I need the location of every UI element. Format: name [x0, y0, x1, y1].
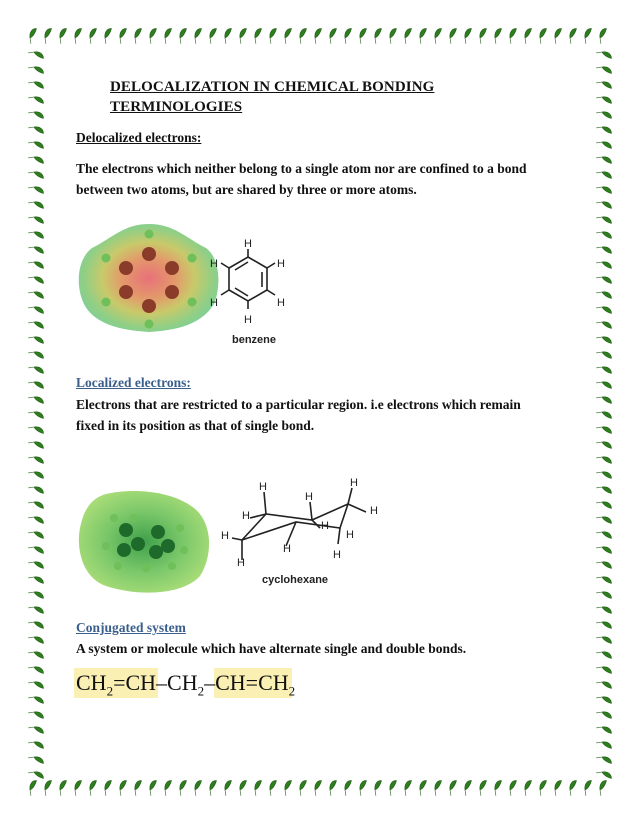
formula-sub-3: 2 [288, 683, 296, 699]
formula-sub-1: 2 [106, 683, 114, 699]
benzene-h-bottom: H [244, 314, 252, 326]
cyclohexane-h-11: H [237, 557, 245, 569]
title-line-1: DELOCALIZATION IN CHEMICAL BONDING [110, 79, 435, 95]
benzene-structure-diagram [205, 235, 300, 330]
formula-part-3: –CH [156, 670, 198, 695]
cyclohexane-h-4: H [242, 510, 250, 522]
conjugated-definition: A system or molecule which have alternate single and double bonds. [76, 641, 467, 656]
benzene-h-top: H [244, 238, 252, 250]
delocalized-heading: Delocalized electrons: [76, 130, 202, 145]
formula-part-1: CH [76, 670, 107, 695]
conjugated-heading: Conjugated system [76, 620, 186, 635]
butadiene-formula [76, 668, 295, 706]
localized-definition: Electrons that are restricted to a particular region. i.e electrons which remain fixed in its position as that of single bond. [76, 397, 521, 433]
cyclohexane-h-3: H [305, 491, 313, 503]
benzene-electron-density-map [74, 220, 224, 335]
cyclohexane-h-9: H [283, 543, 291, 555]
benzene-h-upper-left: H [210, 258, 218, 270]
cyclohexane-caption: cyclohexane [262, 574, 329, 586]
cyclohexane-electron-density-map [76, 488, 216, 598]
localized-heading: Localized electrons: [76, 375, 191, 390]
title-line-2: TERMINOLOGIES [110, 99, 243, 115]
benzene-h-lower-left: H [210, 297, 218, 309]
benzene-caption: benzene [232, 334, 277, 346]
cyclohexane-h-7: H [221, 530, 229, 542]
cyclohexane-h-6: H [321, 520, 329, 532]
cyclohexane-h-2: H [350, 477, 358, 489]
cyclohexane-h-10: H [333, 549, 341, 561]
formula-part-4: –CH=CH [204, 670, 289, 695]
formula-sub-2: 2 [197, 683, 205, 699]
cyclohexane-h-5: H [370, 505, 378, 517]
benzene-h-lower-right: H [277, 297, 285, 309]
cyclohexane-h-1: H [259, 481, 267, 493]
cyclohexane-h-8: H [346, 529, 354, 541]
formula-part-2: =CH [113, 670, 157, 695]
delocalized-definition: The electrons which neither belong to a single atom nor are confined to a bond between two atoms, but are shared by three or more atoms. [76, 161, 527, 197]
benzene-h-upper-right: H [277, 258, 285, 270]
page-title [110, 77, 434, 117]
